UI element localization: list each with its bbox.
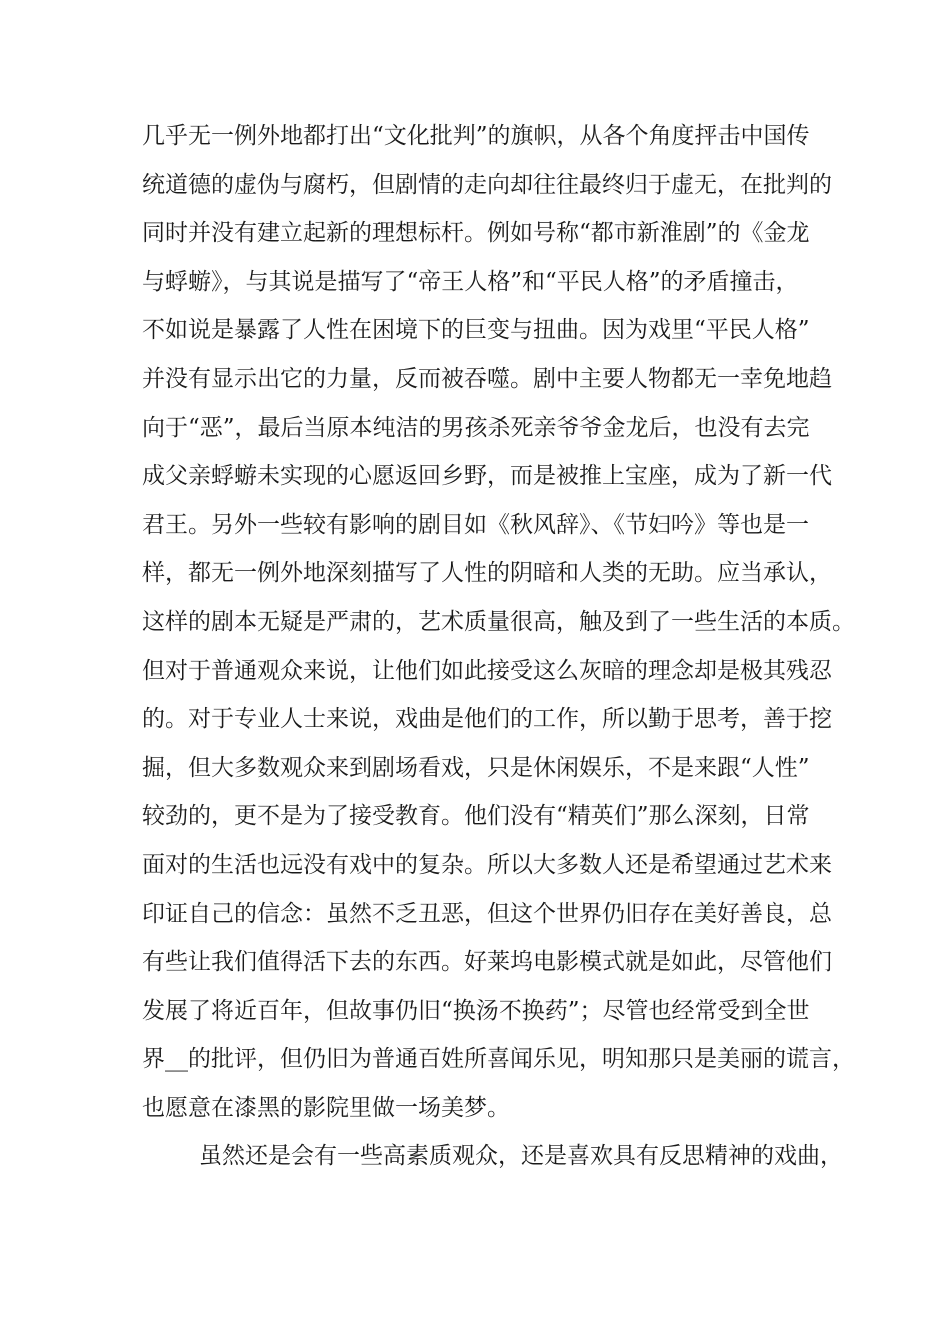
text-line: 有些让我们值得活下去的东西。好莱坞电影模式就是如此，尽管他们 [142,949,832,976]
text-line: 掘，但大多数观众来到剧场看戏，只是休闲娱乐，不是来跟“人性” [142,754,810,781]
text-line: 较劲的，更不是为了接受教育。他们没有“精英们”那么深刻，日常 [142,803,810,830]
text-line: 虽然还是会有一些高素质观众，还是喜欢具有反思精神的戏曲， [199,1143,843,1170]
text-line: 不如说是暴露了人性在困境下的巨变与扭曲。因为戏里“平民人格” [142,317,810,344]
text-line: 印证自己的信念：虽然不乏丑恶，但这个世界仍旧存在美好善良，总 [142,900,832,927]
text-line: 同时并没有建立起新的理想标杆。例如号称“都市新淮剧”的《金龙 [142,220,810,247]
text-line: 发展了将近百年，但故事仍旧“换汤不换药”；尽管也经常受到全世 [142,997,810,1024]
paragraph-2 [142,1132,842,1181]
text-line: 与蜉蝣》，与其说是描写了“帝王人格”和“平民人格”的矛盾撞击， [142,268,799,295]
text-line: 这样的剧本无疑是严肃的，艺术质量很高，触及到了一些生活的本质。 [142,608,855,635]
text-line: 的。对于专业人士来说，戏曲是他们的工作，所以勤于思考，善于挖 [142,706,832,733]
text-line: 几乎无一例外地都打出“文化批判”的旗帜，从各个角度抨击中国传 [142,123,810,149]
text-line: 面对的生活也远没有戏中的复杂。所以大多数人还是希望通过艺术来 [142,851,832,878]
text-line: 向于“恶”，最后当原本纯洁的男孩杀死亲爷爷金龙后，也没有去完 [142,414,810,441]
text-line: 但对于普通观众来说，让他们如此接受这么灰暗的理念却是极其残忍 [142,657,832,684]
text-line: 界__的批评，但仍旧为普通百姓所喜闻乐见，明知那只是美丽的谎言， [142,1046,855,1073]
text-line: 成父亲蜉蝣未实现的心愿返回乡野，而是被推上宝座，成为了新一代 [142,463,832,490]
text-line: 君王。另外一些较有影响的剧目如《秋风辞》、《节妇吟》等也是一 [142,511,809,538]
text-line: 也愿意在漆黑的影院里做一场美梦。 [142,1094,510,1121]
text-line: 统道德的虚伪与腐朽，但剧情的走向却往往最终归于虚无，在批判的 [142,171,832,198]
document-body [142,112,855,1181]
paragraph-1 [142,112,855,1132]
text-line: 并没有显示出它的力量，反而被吞噬。剧中主要人物都无一幸免地趋 [142,365,832,392]
text-line: 样，都无一例外地深刻描写了人性的阴暗和人类的无助。应当承认， [142,560,832,587]
